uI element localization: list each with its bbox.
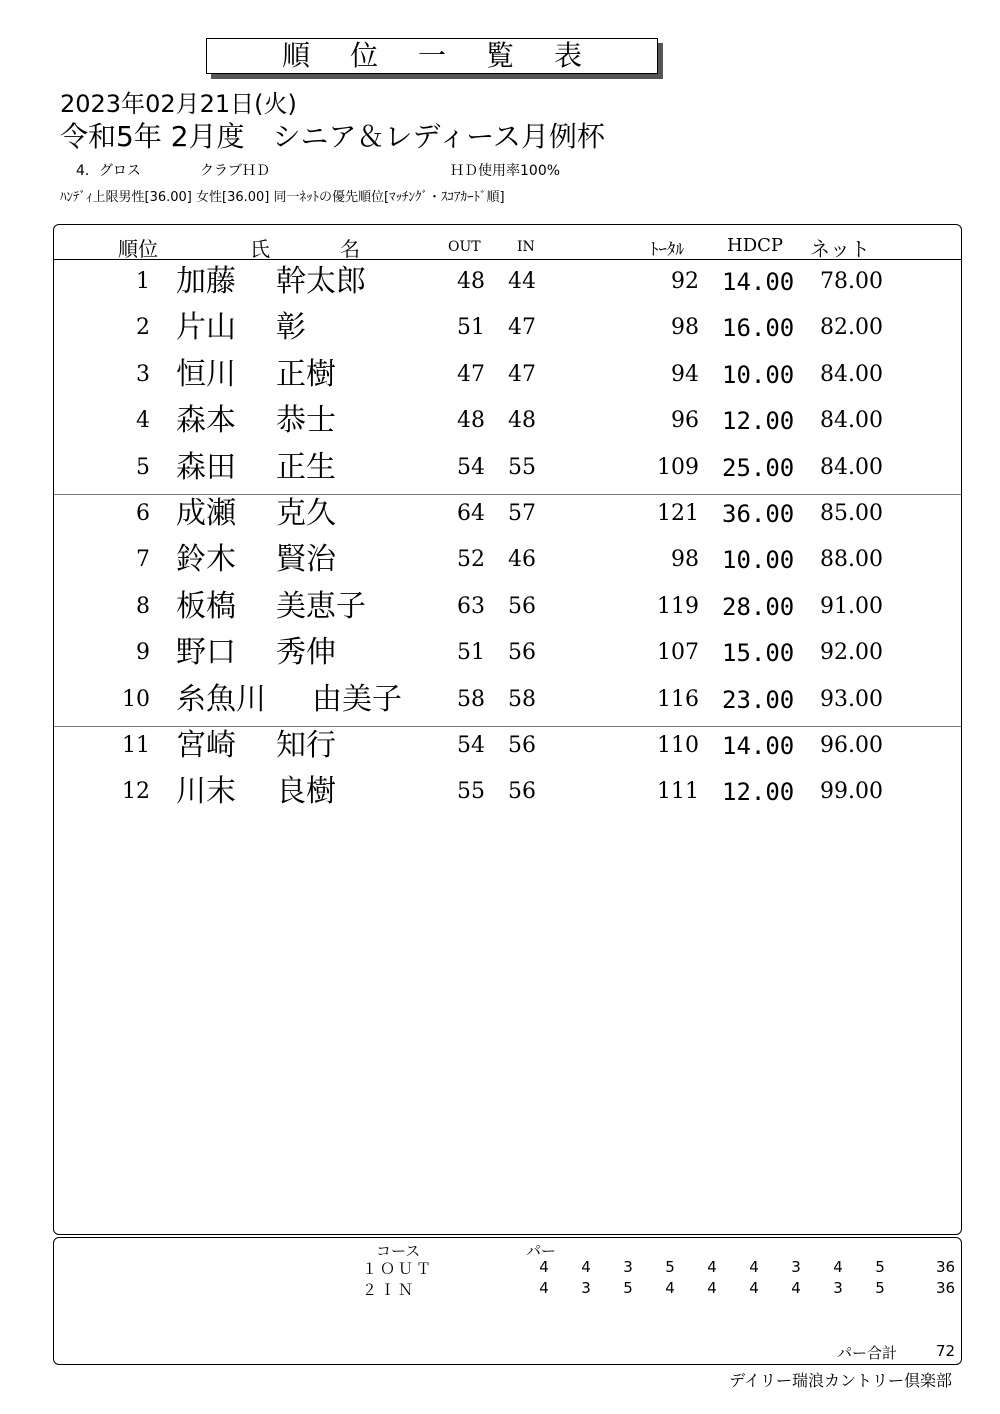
last-name-cell: 糸魚川 (176, 681, 266, 717)
hdcp-cell: 14.00 (722, 268, 795, 296)
out-score-cell: 64 (457, 501, 485, 526)
last-name-cell: 板槗 (176, 588, 236, 624)
first-name-cell: 幹太郎 (276, 264, 366, 299)
rank-cell: 12 (122, 779, 150, 805)
out-score-cell: 54 (457, 733, 485, 758)
first-name-cell: 秀伸 (276, 635, 336, 671)
last-name-cell: 川末 (176, 774, 236, 810)
row-divider (54, 494, 961, 495)
rank-cell: 9 (136, 640, 150, 666)
net-score-cell: 85.00 (820, 501, 883, 526)
hole-par: 3 (623, 1258, 633, 1276)
total-score-cell: 110 (657, 733, 699, 758)
hole-par: 4 (791, 1279, 801, 1297)
hdcp-cell: 12.00 (722, 407, 795, 436)
in-score-cell: 56 (508, 640, 536, 666)
last-name-cell: 宮崎 (176, 728, 236, 763)
last-name-cell: 野口 (176, 635, 236, 671)
event-name: 令和5年 2月度 シニア＆レディース月例杯 (60, 120, 605, 153)
in-score-cell: 56 (508, 593, 536, 619)
in-score-cell: 48 (508, 408, 536, 434)
first-name-cell: 知行 (276, 728, 336, 763)
table-row (54, 398, 961, 444)
table-row (54, 537, 961, 583)
out-score-cell: 54 (457, 454, 485, 480)
par-label: パー (526, 1242, 557, 1260)
header-total: ﾄｰﾀﾙ (650, 240, 684, 260)
course-par-panel (53, 1237, 962, 1365)
hole-par: 5 (665, 1258, 675, 1276)
results-table (53, 224, 962, 1235)
net-score-cell: 88.00 (820, 547, 883, 573)
course-label: コース (376, 1242, 421, 1260)
table-row (54, 723, 961, 769)
out-score-cell: 48 (457, 408, 485, 434)
hdcp-cell: 25.00 (722, 453, 795, 482)
info-line (76, 160, 636, 180)
row-divider (54, 726, 961, 727)
table-row (54, 491, 961, 537)
hole-par: 3 (833, 1279, 843, 1297)
course-par-total: 36 (936, 1279, 956, 1297)
handicap-type: クラブＨＤ (200, 163, 270, 179)
in-score-cell: 56 (508, 779, 536, 805)
hole-par: 5 (875, 1258, 885, 1276)
total-score-cell: 98 (671, 547, 699, 573)
rank-cell: 11 (122, 733, 150, 758)
rank-cell: 6 (136, 501, 150, 526)
in-score-cell: 46 (508, 547, 536, 573)
in-score-cell: 55 (508, 454, 536, 480)
rank-cell: 7 (136, 547, 150, 573)
header-name-2: 名 (340, 237, 360, 261)
net-score-cell: 99.00 (820, 779, 883, 805)
out-score-cell: 52 (457, 547, 485, 573)
table-header (54, 225, 961, 260)
last-name-cell: 成瀬 (176, 496, 236, 531)
header-in: IN (517, 239, 535, 255)
first-name-cell: 正樹 (276, 356, 336, 392)
hdcp-cell: 36.00 (722, 500, 795, 528)
hole-par: 4 (707, 1279, 717, 1297)
hole-par: 4 (833, 1258, 843, 1276)
hdcp-cell: 16.00 (722, 314, 795, 343)
net-score-cell: 84.00 (820, 361, 883, 387)
total-score-cell: 121 (657, 501, 699, 526)
hole-par: 4 (539, 1279, 549, 1297)
hole-par: 4 (707, 1258, 717, 1276)
table-row (54, 352, 961, 398)
hole-par: 3 (791, 1258, 801, 1276)
table-row (54, 259, 961, 305)
total-score-cell: 119 (657, 593, 699, 619)
table-row (54, 630, 961, 676)
net-score-cell: 84.00 (820, 408, 883, 434)
out-score-cell: 51 (457, 640, 485, 666)
last-name-cell: 森田 (176, 449, 236, 485)
total-score-cell: 98 (671, 315, 699, 341)
out-score-cell: 58 (457, 686, 485, 712)
par-total: 72 (936, 1342, 956, 1360)
course-name: １ＯＵＴ (362, 1260, 435, 1278)
header-rank: 順位 (118, 237, 158, 261)
hdcp-cell: 12.00 (722, 778, 795, 807)
first-name-cell: 恭士 (276, 403, 336, 439)
in-score-cell: 56 (508, 733, 536, 758)
course-par-total: 36 (936, 1258, 956, 1276)
table-row (54, 445, 961, 491)
out-score-cell: 63 (457, 593, 485, 619)
last-name-cell: 加藤 (176, 264, 236, 299)
header-out: OUT (448, 239, 481, 255)
first-name-cell: 賢治 (276, 542, 336, 578)
hole-par: 5 (623, 1279, 633, 1297)
out-score-cell: 55 (457, 779, 485, 805)
club-name: デイリー瑞浪カントリー倶楽部 (729, 1371, 952, 1390)
rank-cell: 8 (136, 593, 150, 619)
last-name-cell: 片山 (176, 310, 236, 346)
net-score-cell: 84.00 (820, 454, 883, 480)
hole-par: 4 (539, 1258, 549, 1276)
hdcp-cell: 10.00 (722, 546, 795, 575)
section-label: 4．グロス (76, 163, 141, 179)
net-score-cell: 96.00 (820, 733, 883, 758)
rank-cell: 4 (136, 408, 150, 434)
rank-cell: 1 (136, 269, 150, 294)
header-name-1: 氏 (250, 237, 270, 261)
in-score-cell: 47 (508, 361, 536, 387)
last-name-cell: 鈴木 (176, 542, 236, 578)
header-hdcp: HDCP (727, 235, 784, 256)
rank-cell: 2 (136, 315, 150, 341)
out-score-cell: 51 (457, 315, 485, 341)
in-score-cell: 44 (508, 269, 536, 294)
hole-par: 3 (581, 1279, 591, 1297)
first-name-cell: 彰 (276, 310, 306, 346)
first-name-cell: 正生 (276, 449, 336, 485)
first-name-cell: 美恵子 (276, 588, 366, 624)
course-name: ２ＩＮ (362, 1281, 417, 1299)
first-name-cell: 良樹 (276, 774, 336, 810)
net-score-cell: 82.00 (820, 315, 883, 341)
net-score-cell: 93.00 (820, 686, 883, 712)
in-score-cell: 47 (508, 315, 536, 341)
hdcp-cell: 14.00 (722, 732, 795, 760)
net-score-cell: 91.00 (820, 593, 883, 619)
in-score-cell: 58 (508, 686, 536, 712)
handicap-note: ﾊﾝﾃﾞｨ上限男性[36.00] 女性[36.00] 同一ﾈｯﾄの優先順位[ﾏｯﾁﾝｸﾞ・ｽｺｱｶｰﾄﾞ順] (60, 190, 505, 205)
first-name-cell: 克久 (276, 496, 336, 531)
total-score-cell: 94 (671, 361, 699, 387)
header-net: ネット (810, 237, 870, 261)
net-score-cell: 78.00 (820, 269, 883, 294)
net-score-cell: 92.00 (820, 640, 883, 666)
hdcp-cell: 28.00 (722, 592, 795, 621)
page-title: 順位一覧表 (206, 38, 658, 74)
first-name-cell: 由美子 (312, 681, 402, 717)
hdcp-cell: 15.00 (722, 639, 795, 668)
hole-par: 5 (875, 1279, 885, 1297)
total-score-cell: 111 (657, 779, 699, 805)
total-score-cell: 92 (671, 269, 699, 294)
total-score-cell: 96 (671, 408, 699, 434)
table-row (54, 769, 961, 815)
rank-cell: 3 (136, 361, 150, 387)
rank-cell: 10 (122, 686, 150, 712)
rank-cell: 5 (136, 454, 150, 480)
table-row (54, 677, 961, 723)
hole-par: 4 (749, 1279, 759, 1297)
out-score-cell: 47 (457, 361, 485, 387)
table-row (54, 305, 961, 351)
hdcp-cell: 10.00 (722, 360, 795, 389)
hole-par: 4 (749, 1258, 759, 1276)
total-score-cell: 107 (657, 640, 699, 666)
par-total-label: パー合計 (837, 1344, 898, 1362)
in-score-cell: 57 (508, 501, 536, 526)
handicap-rate: ＨＤ使用率100% (450, 163, 561, 179)
hole-par: 4 (581, 1258, 591, 1276)
total-score-cell: 109 (657, 454, 699, 480)
hdcp-cell: 23.00 (722, 685, 795, 714)
hole-par: 4 (665, 1279, 675, 1297)
last-name-cell: 森本 (176, 403, 236, 439)
event-date: 2023年02月21日(火) (60, 90, 297, 118)
out-score-cell: 48 (457, 269, 485, 294)
total-score-cell: 116 (657, 686, 699, 712)
last-name-cell: 恒川 (176, 356, 236, 392)
table-row (54, 584, 961, 630)
